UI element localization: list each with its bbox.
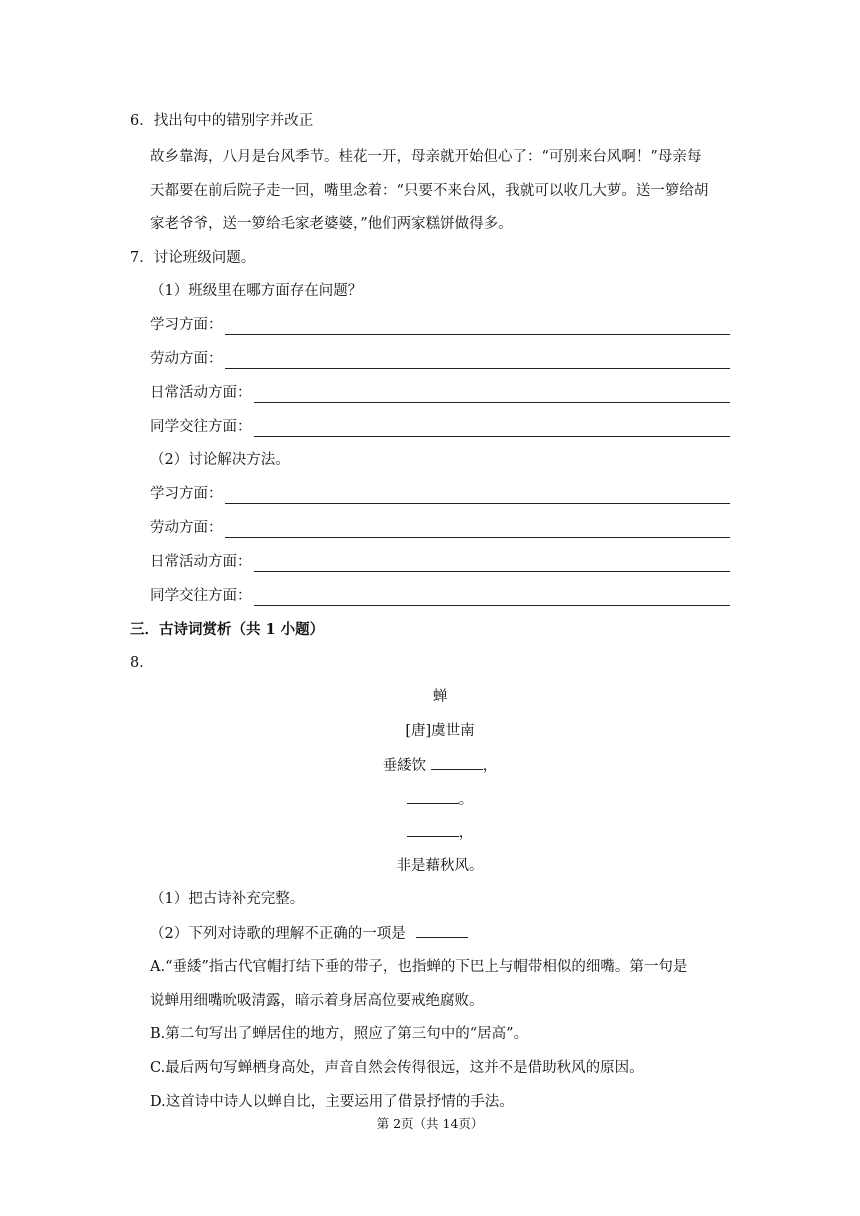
question-8-sub-2 xyxy=(150,923,468,944)
page-footer: 第 2页（共 14页） xyxy=(376,1116,484,1131)
answer-row-study-2[interactable] xyxy=(150,484,730,504)
answer-row-study-1[interactable] xyxy=(150,315,730,335)
answer-row-daily-1[interactable] xyxy=(150,383,730,403)
answer-fill-line[interactable] xyxy=(225,487,731,504)
poem-blank[interactable] xyxy=(431,755,483,770)
answer-fill-line[interactable] xyxy=(225,318,731,335)
poem-punct: ， xyxy=(482,758,498,774)
answer-row-labor-2[interactable] xyxy=(150,518,730,538)
answer-fill-line[interactable] xyxy=(254,420,731,437)
answer-row-daily-2[interactable] xyxy=(150,552,730,572)
poem-blank[interactable] xyxy=(407,822,459,837)
poem-punct: ， xyxy=(458,825,474,841)
answer-row-labor-1[interactable] xyxy=(150,349,730,369)
answer-row-label: 同学交往方面： xyxy=(150,419,252,435)
option-d: D.这首诗中诗人以蝉自比，主要运用了借景抒情的手法。 xyxy=(150,1094,514,1110)
option-b: B.第二句写出了蝉居住的地方，照应了第三句中的“居高”。 xyxy=(150,1026,529,1042)
poem-line-2 xyxy=(0,789,860,810)
option-c: C.最后两句写蝉栖身高处，声音自然会传得很远，这并不是借助秋风的原因。 xyxy=(150,1060,644,1076)
answer-row-label: 同学交往方面： xyxy=(150,588,252,604)
section-3-heading: 三．古诗词赏析（共 1 小题） xyxy=(130,621,325,638)
answer-row-label: 劳动方面： xyxy=(150,351,223,367)
option-a-line-2: 说蝉用细嘴吮吸清露，暗示着身居高位要戒绝腐败。 xyxy=(150,993,484,1009)
question-6-title: 6．找出句中的错别字并改正 xyxy=(130,113,314,129)
answer-fill-line[interactable] xyxy=(254,555,731,572)
answer-blank[interactable] xyxy=(416,923,468,938)
poem-punct: 。 xyxy=(458,792,474,808)
answer-row-label: 日常活动方面： xyxy=(150,554,252,570)
answer-row-social-1[interactable] xyxy=(150,417,730,437)
poem-line-1 xyxy=(0,755,860,776)
question-6-line-3: 家老爷爷，送一箩给毛家老婆婆，”他们两家糕饼做得多。 xyxy=(150,216,513,232)
answer-fill-line[interactable] xyxy=(254,589,731,606)
question-8-number: 8． xyxy=(130,655,154,671)
question-6-line-2: 天都要在前后院子走一回，嘴里念着：“只要不来台风，我就可以收几大萝。送一箩给胡 xyxy=(150,183,709,199)
answer-row-label: 劳动方面： xyxy=(150,520,223,536)
answer-row-label: 学习方面： xyxy=(150,486,223,502)
answer-fill-line[interactable] xyxy=(225,521,731,538)
poem-blank[interactable] xyxy=(407,789,459,804)
question-7-title: 7．讨论班级问题。 xyxy=(130,250,256,266)
question-8-sub-1: （1）把古诗补充完整。 xyxy=(150,891,305,907)
option-a-line-1: A.“垂緌”指古代官帽打结下垂的带子，也指蝉的下巴上与帽带相似的细嘴。第一句是 xyxy=(150,959,688,975)
poem-line-1-text: 垂緌饮 xyxy=(382,758,427,774)
poem-line-3 xyxy=(0,822,860,843)
answer-row-label: 日常活动方面： xyxy=(150,385,252,401)
answer-fill-line[interactable] xyxy=(254,386,731,403)
question-7-part-2-label: （2）讨论解决方法。 xyxy=(150,452,290,468)
answer-fill-line[interactable] xyxy=(225,352,731,369)
poem-line-4: 非是藉秋风。 xyxy=(396,858,484,874)
question-8-sub-2-text: （2）下列对诗歌的理解不正确的一项是 xyxy=(150,926,406,942)
poem-title: 蝉 xyxy=(432,689,448,705)
question-6-line-1: 故乡靠海，八月是台风季节。桂花一开，母亲就开始但心了：“可别来台风啊！”母亲每 xyxy=(150,149,702,165)
answer-row-label: 学习方面： xyxy=(150,317,223,333)
poem-author: [唐]虞世南 xyxy=(405,723,475,739)
answer-row-social-2[interactable] xyxy=(150,586,730,606)
question-7-part-1-label: （1）班级里在哪方面存在问题？ xyxy=(150,283,363,299)
